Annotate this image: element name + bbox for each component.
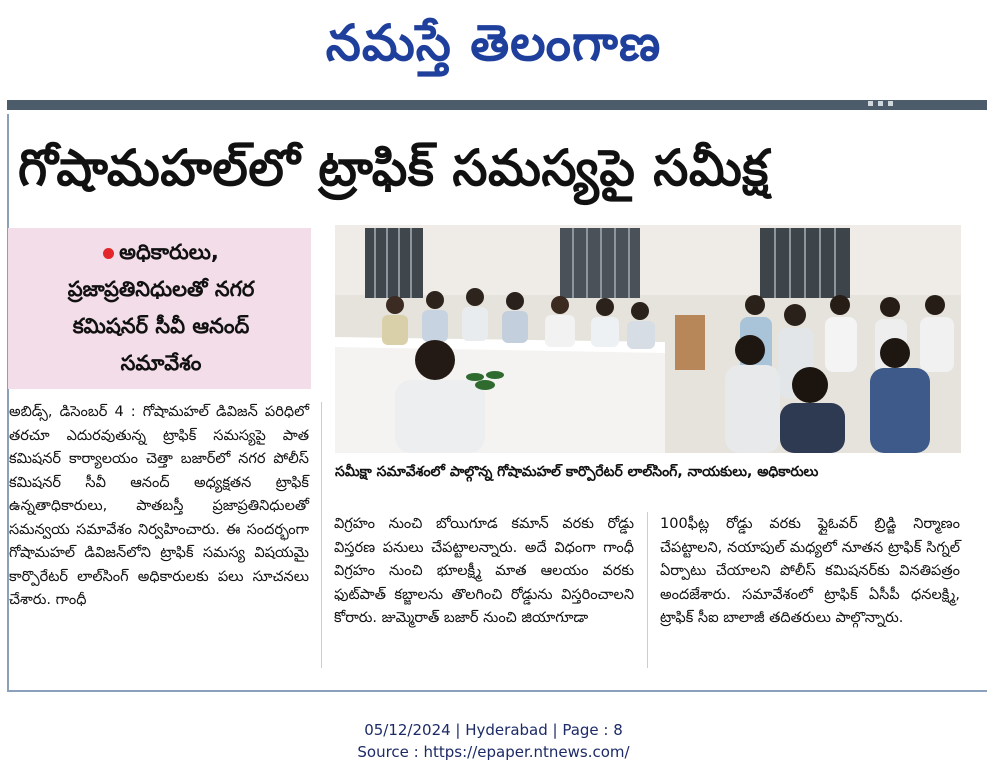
bullet-icon [103,248,114,259]
bar-dot [888,101,893,106]
article-paragraph: అబిడ్స్, డిసెంబర్ 4 : గోషామహల్ డివిజన్ పరిధిలో తరచూ ఎదురవుతున్న ట్రాఫిక్ సమస్యపై పాత కమిషనర్ కార్యాలయం చెత్తా బజార్‌లో నగర పోలీస్ కమిషనర్ సీవీ ఆనంద్ అధ్యక్షతన ట్రాఫిక్ ఉన్నతాధికారులు, పాతబస్తీ ప్రజాప్రతినిధులతో సమన్వయ సమావేశం నిర్వహించారు. ఈ సందర్భంగా గోషామహల్ డివిజన్‌లోని ట్రాఫిక్ సమస్య విషయమై కార్పొరేటర్ లాల్‌సింగ్ అధికారులకు పలు సూచనలు చేశారు. గాంధీ [9,404,309,608]
footer-source-line: Source : https://epaper.ntnews.com/ [357,743,630,761]
column-divider [321,402,322,668]
footer-date-line: 05/12/2024 | Hyderabad | Page : 8 [364,721,623,739]
masthead [0,0,987,100]
subhead-line: ప్రజాప్రతినిధులతో నగర [67,277,255,301]
photo-caption: సమీక్షా సమావేశంలో పాల్గొన్న గోషామహల్ కార్పొరేటర్ లాల్‌సింగ్, నాయకులు, అధికారులు [335,464,819,480]
bar-dot [878,101,883,106]
masthead-logo: నమస్తే తెలంగాణ [325,14,662,72]
masthead-bar [7,100,987,110]
article-paragraph: విగ్రహం నుంచి బోయిగూడ కమాన్ వరకు రోడ్డు విస్తరణ పనులు చేపట్టాలన్నారు. అదే విధంగా గాంధీ విగ్రహం నుంచి భూలక్ష్మీ మాత ఆలయం వరకు ఫుట్‌పాత్ కబ్జాలను తొలగించి రోడ్డును విస్తరించాలని కోరారు. జుమ్మెరాత్ బజార్ నుంచి జియాగూడా [334,516,634,626]
bar-dot [868,101,873,106]
subhead [16,234,306,382]
column-divider [647,512,648,668]
headline: గోషామహల్‌లో ట్రాఫిక్ సమస్యపై సమీక్ష [18,139,769,197]
article-paragraph: 100ఫీట్ల రోడ్డు వరకు ఫ్లైఓవర్ బ్రిడ్జి నిర్మాణం చేపట్టాలని, నయాపుల్ మధ్యలో నూతన ట్రాఫిక్ సిగ్నల్ ఏర్పాటు చేయాలని పోలీస్ కమిషనర్‌కు వినతిపత్రం అందజేశారు. సమావేశంలో ట్రాఫిక్ ఏసీపీ ధనలక్ష్మి, ట్రాఫిక్ సీఐ బాలాజీ తదితరులు పాల్గొన్నారు. [660,516,960,626]
article-column-2 [334,513,634,631]
subhead-line: సమావేశం [120,351,202,375]
meeting-photo [335,225,961,453]
subhead-line: కమిషనర్ సీవీ ఆనంద్ [72,314,250,338]
article-column-3 [660,513,960,631]
subhead-line: అధికారులు, [16,234,306,271]
article-column-1 [9,401,309,613]
